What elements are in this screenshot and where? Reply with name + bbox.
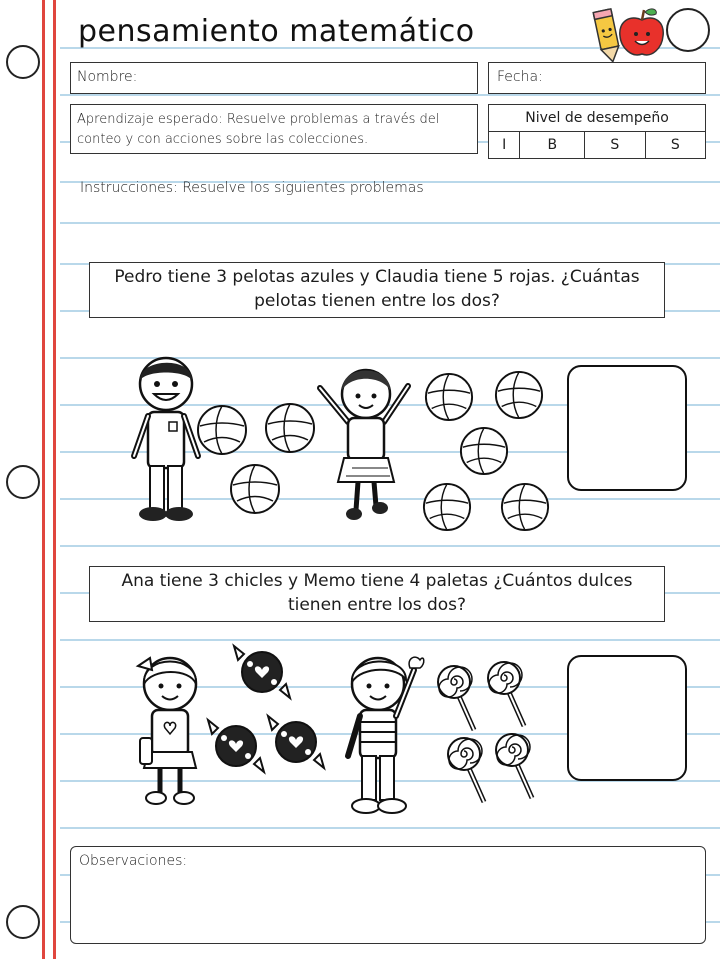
nivel-level-3[interactable]: S	[585, 132, 645, 159]
candy-icon	[206, 718, 266, 774]
problem-1-text: Pedro tiene 3 pelotas azules y Claudia tiene 5 rojas. ¿Cuántas pelotas tienen entre los dos?	[89, 262, 665, 318]
boy-memo-illustration	[340, 650, 426, 818]
answer-box-2[interactable]	[567, 655, 687, 781]
observaciones-label: Observaciones:	[79, 853, 188, 869]
ball-icon	[422, 482, 472, 532]
binder-hole-bottom	[6, 905, 40, 939]
lollipop-icon	[436, 664, 480, 734]
decorative-circle	[666, 8, 710, 52]
candy-icon	[266, 714, 326, 770]
boy-pedro-illustration	[128, 352, 204, 524]
answer-box-1[interactable]	[567, 365, 687, 491]
lollipop-icon	[494, 732, 538, 802]
page-title: pensamiento matemático	[78, 14, 475, 49]
fecha-field[interactable]	[488, 62, 706, 94]
nombre-label: Nombre:	[77, 69, 138, 85]
nombre-field[interactable]	[70, 62, 478, 94]
ball-icon	[424, 372, 474, 422]
girl-ana-illustration	[130, 648, 208, 808]
margin-line-left	[42, 0, 45, 959]
nivel-level-1[interactable]: I	[489, 132, 520, 159]
ball-icon	[264, 402, 316, 454]
binder-hole-top	[6, 45, 40, 79]
ball-icon	[459, 426, 509, 476]
lollipop-icon	[446, 736, 490, 806]
candy-icon	[232, 644, 292, 700]
ball-icon	[196, 404, 248, 456]
aprendizaje-box	[70, 104, 478, 154]
lollipop-icon	[486, 660, 530, 730]
problem-2-text: Ana tiene 3 chicles y Memo tiene 4 paletas ¿Cuántos dulces tienen entre los dos?	[89, 566, 665, 622]
margin-line-right	[53, 0, 56, 959]
observaciones-box[interactable]	[70, 846, 706, 944]
instrucciones-text: Instrucciones: Resuelve los siguientes problemas	[80, 180, 424, 196]
binder-hole-middle	[6, 465, 40, 499]
nivel-desempeno-table	[488, 104, 706, 159]
ball-icon	[500, 482, 550, 532]
girl-claudia-illustration	[316, 360, 412, 526]
fecha-label: Fecha:	[497, 69, 543, 85]
ball-icon	[229, 463, 281, 515]
pencil-apple-icon	[590, 4, 670, 64]
nivel-level-2[interactable]: B	[520, 132, 585, 159]
nivel-header: Nivel de desempeño	[489, 105, 706, 132]
nivel-level-4[interactable]: S	[645, 132, 705, 159]
aprendizaje-text: Aprendizaje esperado: Resuelve problemas a través del conteo y con acciones sobre las colecciones.	[77, 112, 440, 147]
ball-icon	[494, 370, 544, 420]
